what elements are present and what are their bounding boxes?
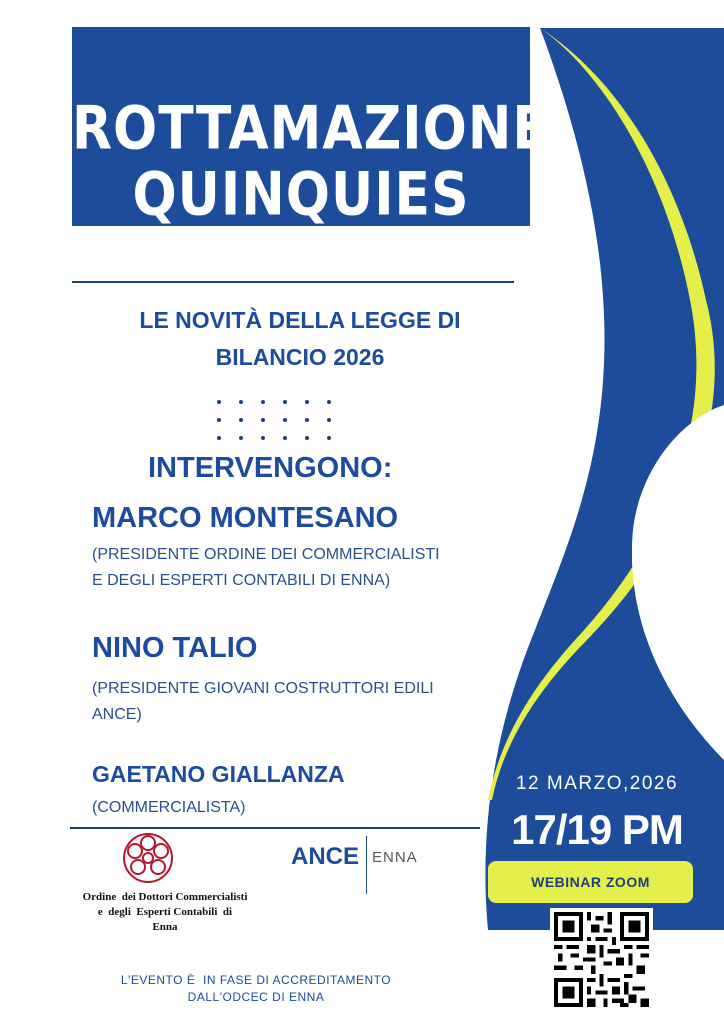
title-banner [72,27,549,230]
event-date: 12 MARZO,2026 [515,773,679,794]
event-time: 17/19 PM [511,806,683,853]
speakers-heading: INTERVENGONO: [148,452,393,484]
speaker-3-role-line-1: (COMMERCIALISTA) [92,799,246,816]
speaker-3-role [92,795,245,821]
accreditation-line-2: DALL'ODCEC DI ENNA [187,990,325,1004]
speaker-2-role-line-2: ANCE) [92,706,142,723]
speaker-1-role [92,542,440,594]
ance-logo-divider [366,836,367,894]
top-divider [72,281,514,283]
odcec-line-3: Enna [152,921,178,933]
speaker-2-name: NINO TALIO [92,632,258,664]
ance-logo-text: ANCE [291,843,360,870]
webinar-zoom-button[interactable]: WEBINAR ZOOM [488,861,693,903]
accreditation-note [96,972,416,1006]
title-line-1: ROTTAMAZIONE [72,94,549,164]
speaker-1-role-line-1: (PRESIDENTE ORDINE DEI COMMERCIALISTI [92,546,440,563]
qr-code-icon[interactable] [550,908,653,1011]
title-line-2: QUINQUIES [132,160,470,230]
speaker-1-name: MARCO MONTESANO [92,502,399,534]
speaker-2-role [92,676,434,728]
subtitle-line-1: LE NOVITÀ DELLA LEGGE DI [139,307,461,333]
odcec-name [72,890,258,935]
odcec-logo-icon [118,828,178,888]
ance-city-text: ENNA [372,849,418,866]
speaker-2-role-line-1: (PRESIDENTE GIOVANI COSTRUTTORI EDILI [92,680,434,697]
speaker-1-role-line-2: E DEGLI ESPERTI CONTABILI DI ENNA) [92,572,391,589]
subtitle-line-2: BILANCIO 2026 [215,344,385,370]
accreditation-line-1: L'EVENTO È IN FASE DI ACCREDITAMENTO [120,973,392,987]
speaker-3-name: GAETANO GIALLANZA [92,761,345,787]
dot-grid-decoration [215,398,335,446]
odcec-line-1: Ordine dei Dottori Commercialisti [82,891,248,903]
subtitle [80,302,520,376]
odcec-line-2: e degli Esperti Contabili di [97,906,233,918]
